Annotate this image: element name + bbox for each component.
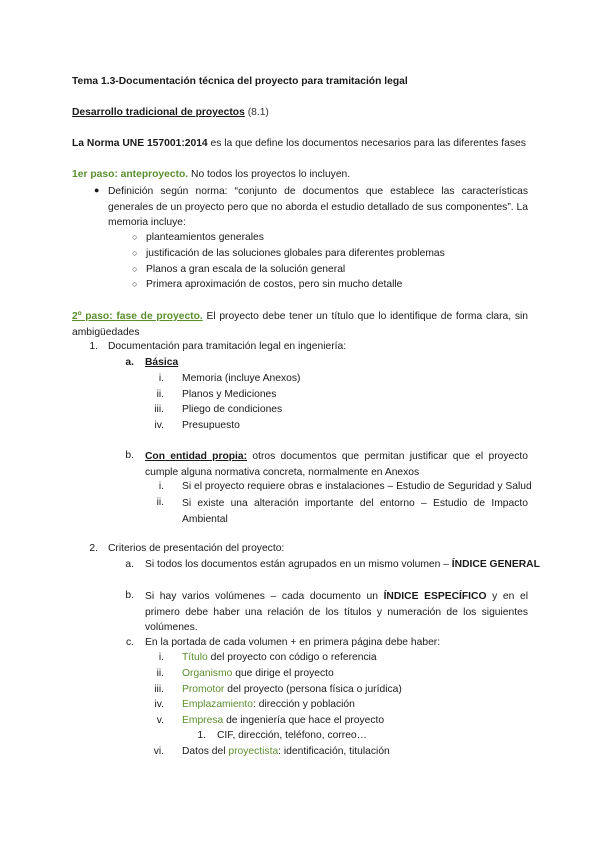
roman-number: ii. (156, 497, 164, 508)
bullet-circle-icon: ○ (132, 248, 138, 258)
list-item: Emplazamiento: dirección y población (182, 699, 355, 710)
list-item: Organismo que dirige el proyecto (182, 668, 334, 679)
item1b-label: Con entidad propia: (145, 451, 248, 462)
item2b-paragraph: Si hay varios volúmenes – cada documento un ÍNDICE ESPECÍFICO y en el primero debe haber una relación de los títulos y numeración de los siguientes volúmenes. (145, 591, 528, 633)
section-heading-text: Desarrollo tradicional de proyectos (72, 107, 245, 118)
item1b-paragraph (145, 449, 528, 480)
norm-name: La Norma UNE 157001:2014 (72, 138, 208, 149)
roman-number: iv. (154, 420, 164, 431)
bullet-circle-icon: ○ (132, 279, 138, 289)
section-ref: (8.1) (247, 107, 269, 118)
list-item: Si existe una alteración importante del entorno – Estudio de Impacto Ambiental (182, 498, 528, 525)
list-item: Planos a gran escala de la solución general (146, 264, 346, 275)
item2c-text: En la portada de cada volumen + en primera página debe haber: (145, 637, 441, 648)
item1b-rest: otros documentos que permitan justificar que el proyecto cumple alguna normativa concreta, normalmente en Anexos (145, 451, 528, 478)
list-letter: c. (125, 637, 134, 648)
list-number: 1. (197, 730, 206, 741)
item2a-text: Si todos los documentos están agrupados en un mismo volumen – ÍNDICE GENERAL (145, 559, 540, 570)
list-item: planteamientos generales (146, 232, 264, 243)
list-item: Planos y Mediciones (182, 389, 277, 400)
list-item: Empresa de ingeniería que hace el proyecto (182, 715, 385, 726)
list-item: Título del proyecto con código o referencia (182, 652, 377, 663)
bullet-dot-icon: ● (94, 185, 100, 195)
list-item: Memoria (incluye Anexos) (182, 373, 301, 384)
list-item: Promotor del proyecto (persona física o jurídica) (182, 684, 402, 695)
step1-line (72, 168, 350, 181)
roman-number: iv. (154, 699, 164, 710)
list-item: Presupuesto (182, 420, 240, 431)
roman-number: vi. (153, 746, 164, 757)
bullet-circle-icon: ○ (132, 264, 138, 274)
item1-text: Documentación para tramitación legal en ingeniería: (108, 341, 347, 352)
list-number: 2. (89, 543, 98, 554)
roman-number: iii. (154, 684, 164, 695)
indice-especifico: ÍNDICE ESPECÍFICO (383, 591, 487, 602)
roman-number: iii. (154, 404, 164, 415)
intro-paragraph (72, 137, 526, 150)
list-item: Primera aproximación de costos, pero sin mucho detalle (146, 279, 403, 290)
roman-number: i. (158, 652, 164, 663)
section-heading (72, 106, 269, 119)
intro-rest: es la que define los documentos necesarios para las diferentes fases (207, 138, 526, 149)
step1-label: 1er paso: anteproyecto. (72, 169, 189, 180)
list-item: Pliego de condiciones (182, 404, 283, 415)
roman-number: ii. (156, 389, 164, 400)
roman-number: i. (158, 481, 164, 492)
bullet-circle-icon: ○ (132, 232, 138, 242)
roman-number: i. (158, 373, 164, 384)
step2-paragraph (72, 309, 528, 341)
list-letter: a. (125, 559, 134, 570)
list-item: Datos del proyectista: identificación, titulación (182, 746, 390, 757)
list-number: 1. (89, 341, 98, 352)
roman-number: v. (156, 715, 164, 726)
indice-general: ÍNDICE GENERAL (451, 559, 540, 570)
list-letter: b. (125, 450, 134, 461)
step1-definition: Definición según norma: “conjunto de documentos que establece las características generales de un proyecto pero que no aborda el estudio detallado de sus componentes”. La memoria incluye: (108, 186, 528, 228)
item1a-label: Básica (145, 357, 179, 368)
list-item: justificación de las soluciones globales para diferentes problemas (146, 248, 445, 259)
step1-rest: No todos los proyectos lo incluyen. (188, 169, 351, 180)
document-title: Tema 1.3-Documentación técnica del proyecto para tramitación legal (72, 76, 408, 87)
list-item: Si el proyecto requiere obras e instalaciones – Estudio de Seguridad y Salud (182, 481, 532, 492)
step2-label: 2º paso: fase de proyecto. (72, 311, 203, 322)
item2-text: Criterios de presentación del proyecto: (108, 543, 285, 554)
roman-number: ii. (156, 668, 164, 679)
list-item: CIF, dirección, teléfono, correo… (217, 730, 367, 741)
list-letter: a. (125, 357, 134, 368)
step2-rest: El proyecto debe tener un título que lo identifique de forma clara, sin ambigüedades (72, 311, 528, 338)
list-letter: b. (125, 590, 134, 601)
